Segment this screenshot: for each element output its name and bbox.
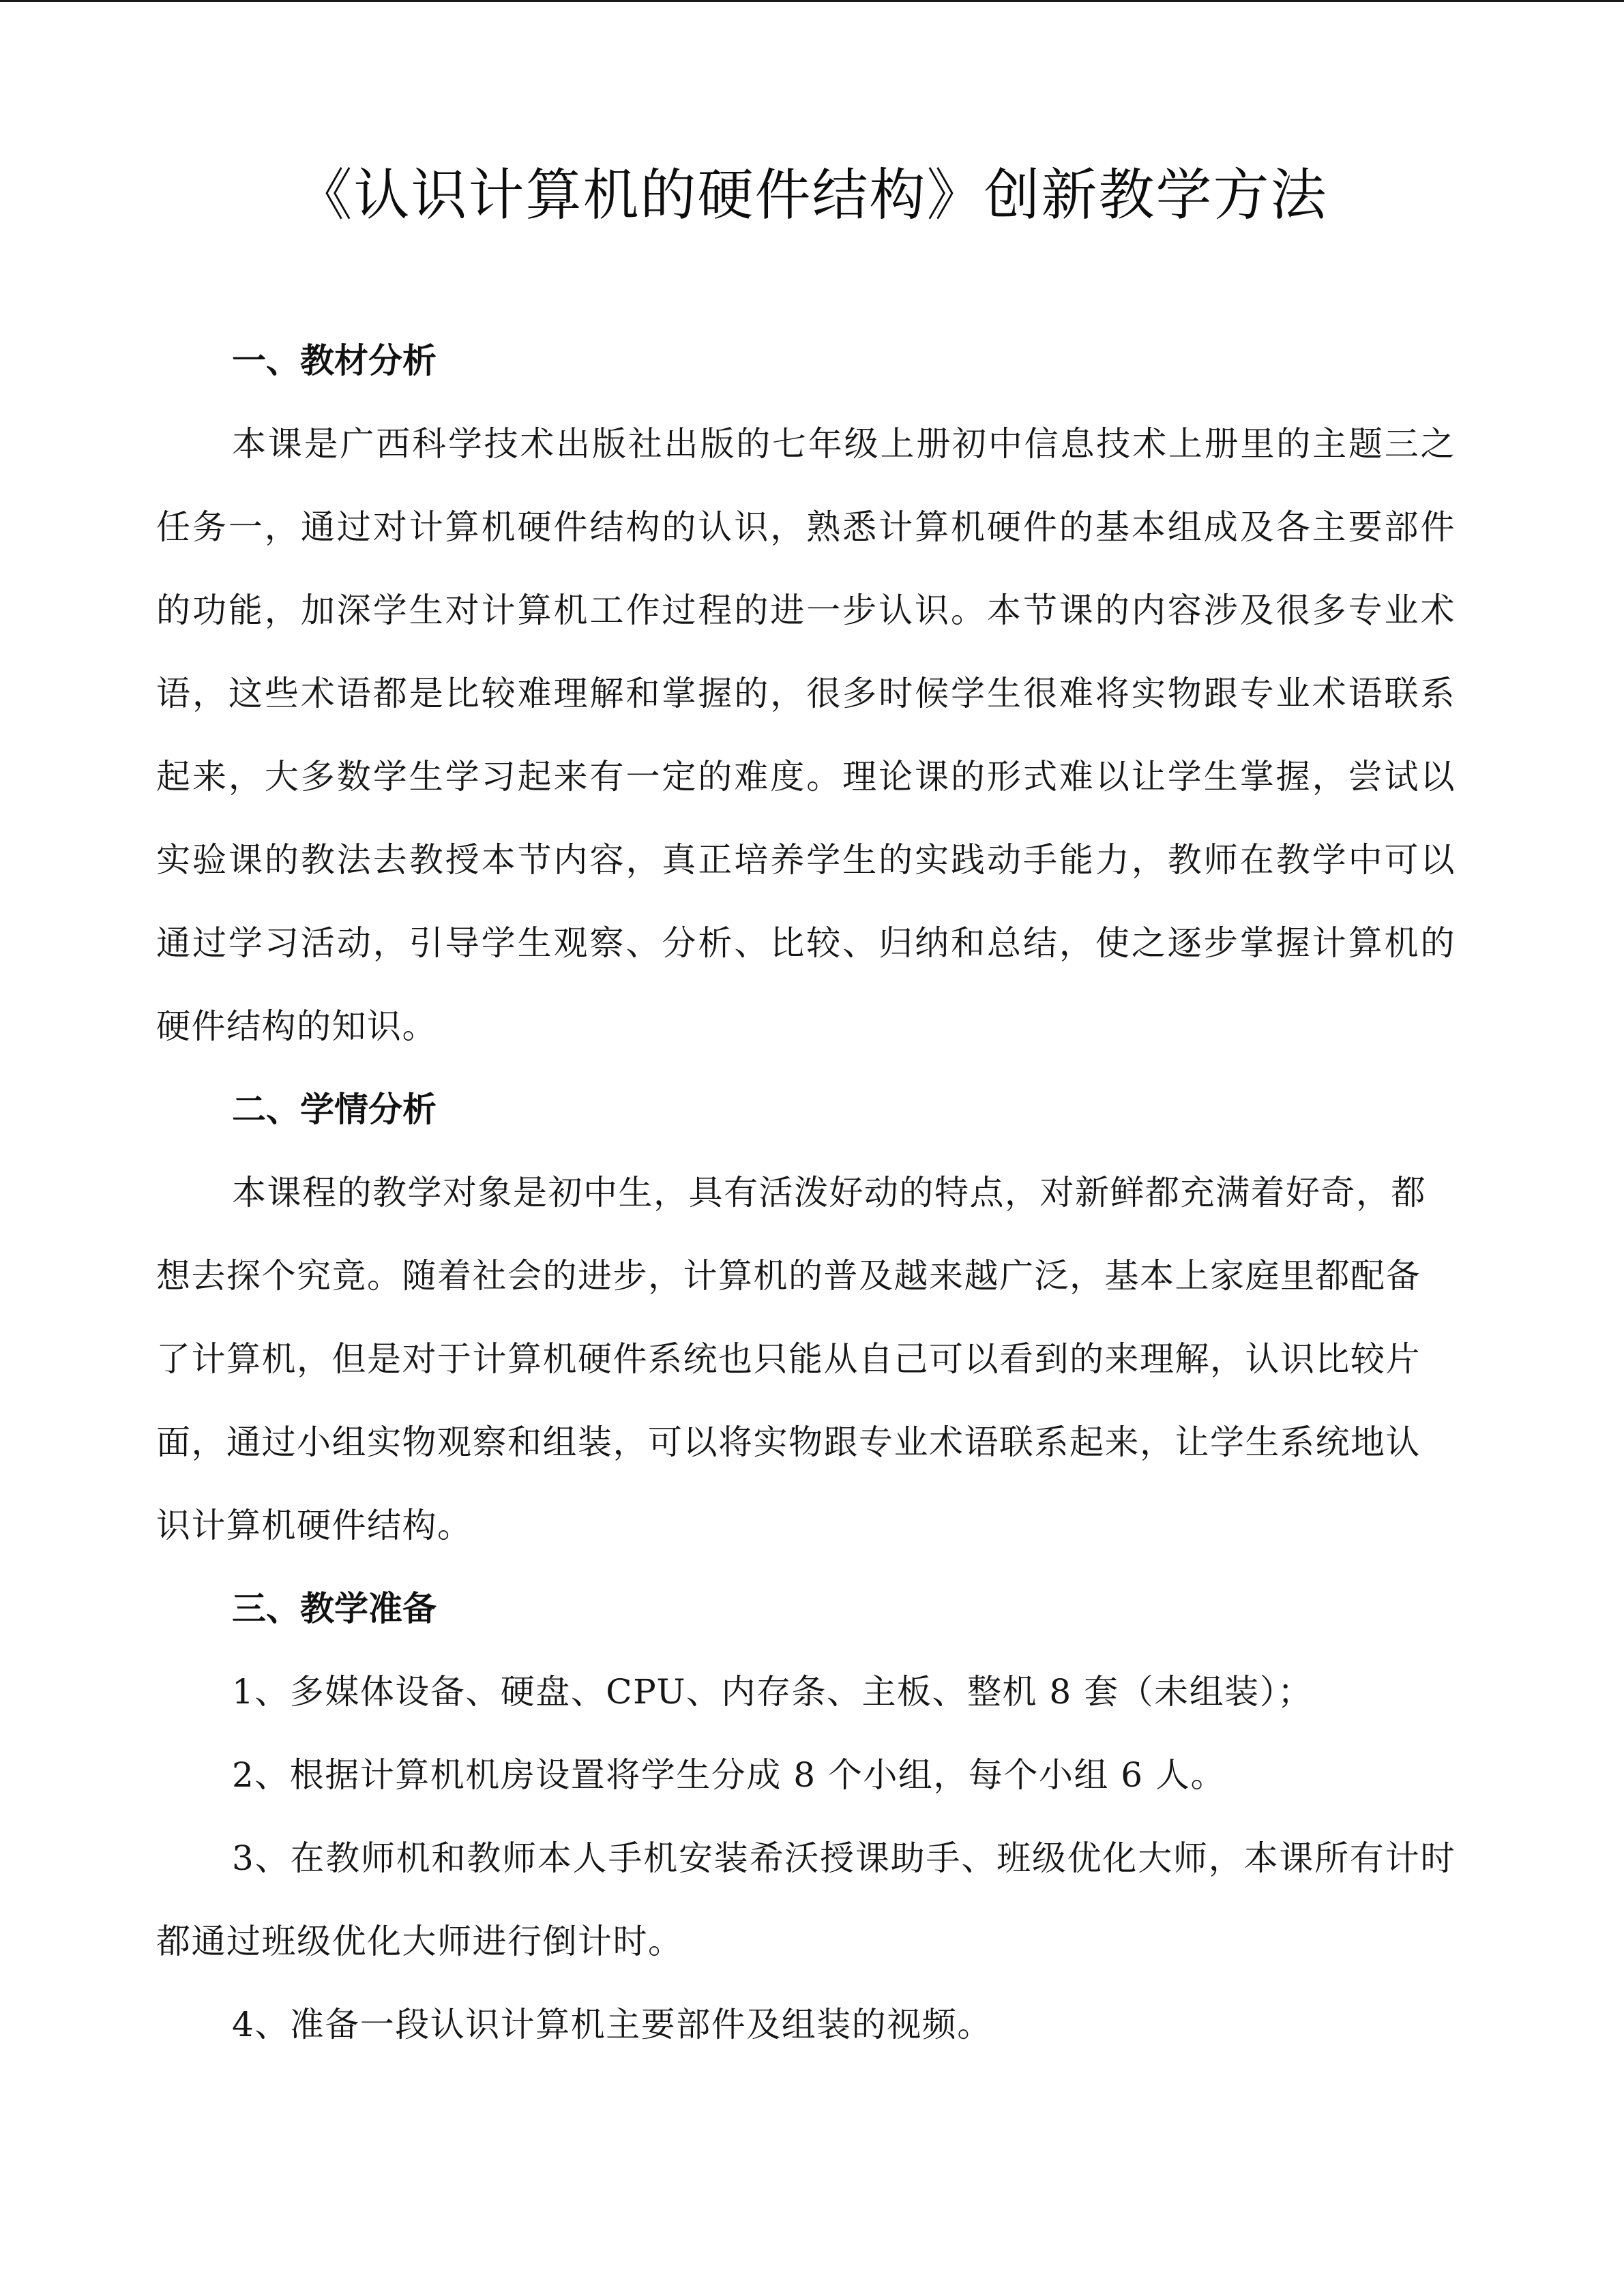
section-student-analysis [156, 1068, 1456, 1567]
section-heading: 三、教学准备 [232, 1589, 437, 1628]
section-heading: 一、教材分析 [232, 341, 437, 381]
section-textbook-analysis [156, 319, 1456, 1068]
paragraph: 本课是广西科学技术出版社出版的七年级上册初中信息技术上册里的主题三之任务一，通过对计算机硬件结构的认识，熟悉计算机硬件的基本组成及各主要部件的功能，加深学生对计算机工作过程的进一步认识。本节课的内容涉及很多专业术语，这些术语都是比较难理解和掌握的，很多时候学生很难将实物跟专业术语联系起来，大多数学生学习起来有一定的难度。理论课的形式难以让学生掌握，尝试以实验课的教法去教授本节内容，真正培养学生的实践动手能力，教师在教学中可以通过学习活动，引导学生观察、分析、比较、归纳和总结，使之逐步掌握计算机的硬件结构的知识。 [156, 424, 1456, 1046]
document-body [156, 319, 1456, 2066]
list-item: 2、根据计算机机房设置将学生分成 8 个小组，每个小组 6 人。 [232, 1755, 1226, 1795]
top-border-line [0, 0, 1624, 2]
page-title: 《认识计算机的硬件结构》创新教学方法 [296, 163, 1328, 228]
list-item: 1、多媒体设备、硬盘、CPU、内存条、主板、整机 8 套（未组装）； [232, 1672, 1313, 1712]
section-heading: 二、学情分析 [232, 1090, 437, 1129]
paragraph: 本课程的教学对象是初中生，具有活泼好动的特点，对新鲜都充满着好奇，都想去探个究竟。随着社会的进步，计算机的普及越来越广泛，基本上家庭里都配备了计算机，但是对于计算机硬件系统也只能从自己可以看到的来理解，认识比较片面，通过小组实物观察和组装，可以将实物跟专业术语联系起来，让学生系统地认识计算机硬件结构。 [156, 1173, 1426, 1545]
list-item: 4、准备一段认识计算机主要部件及组装的视频。 [232, 2005, 992, 2044]
list-item: 3、在教师机和教师本人手机安装希沃授课助手、班级优化大师，本课所有计时都通过班级优化大师进行倒计时。 [156, 1838, 1456, 1961]
section-teaching-preparation [156, 1567, 1456, 2066]
